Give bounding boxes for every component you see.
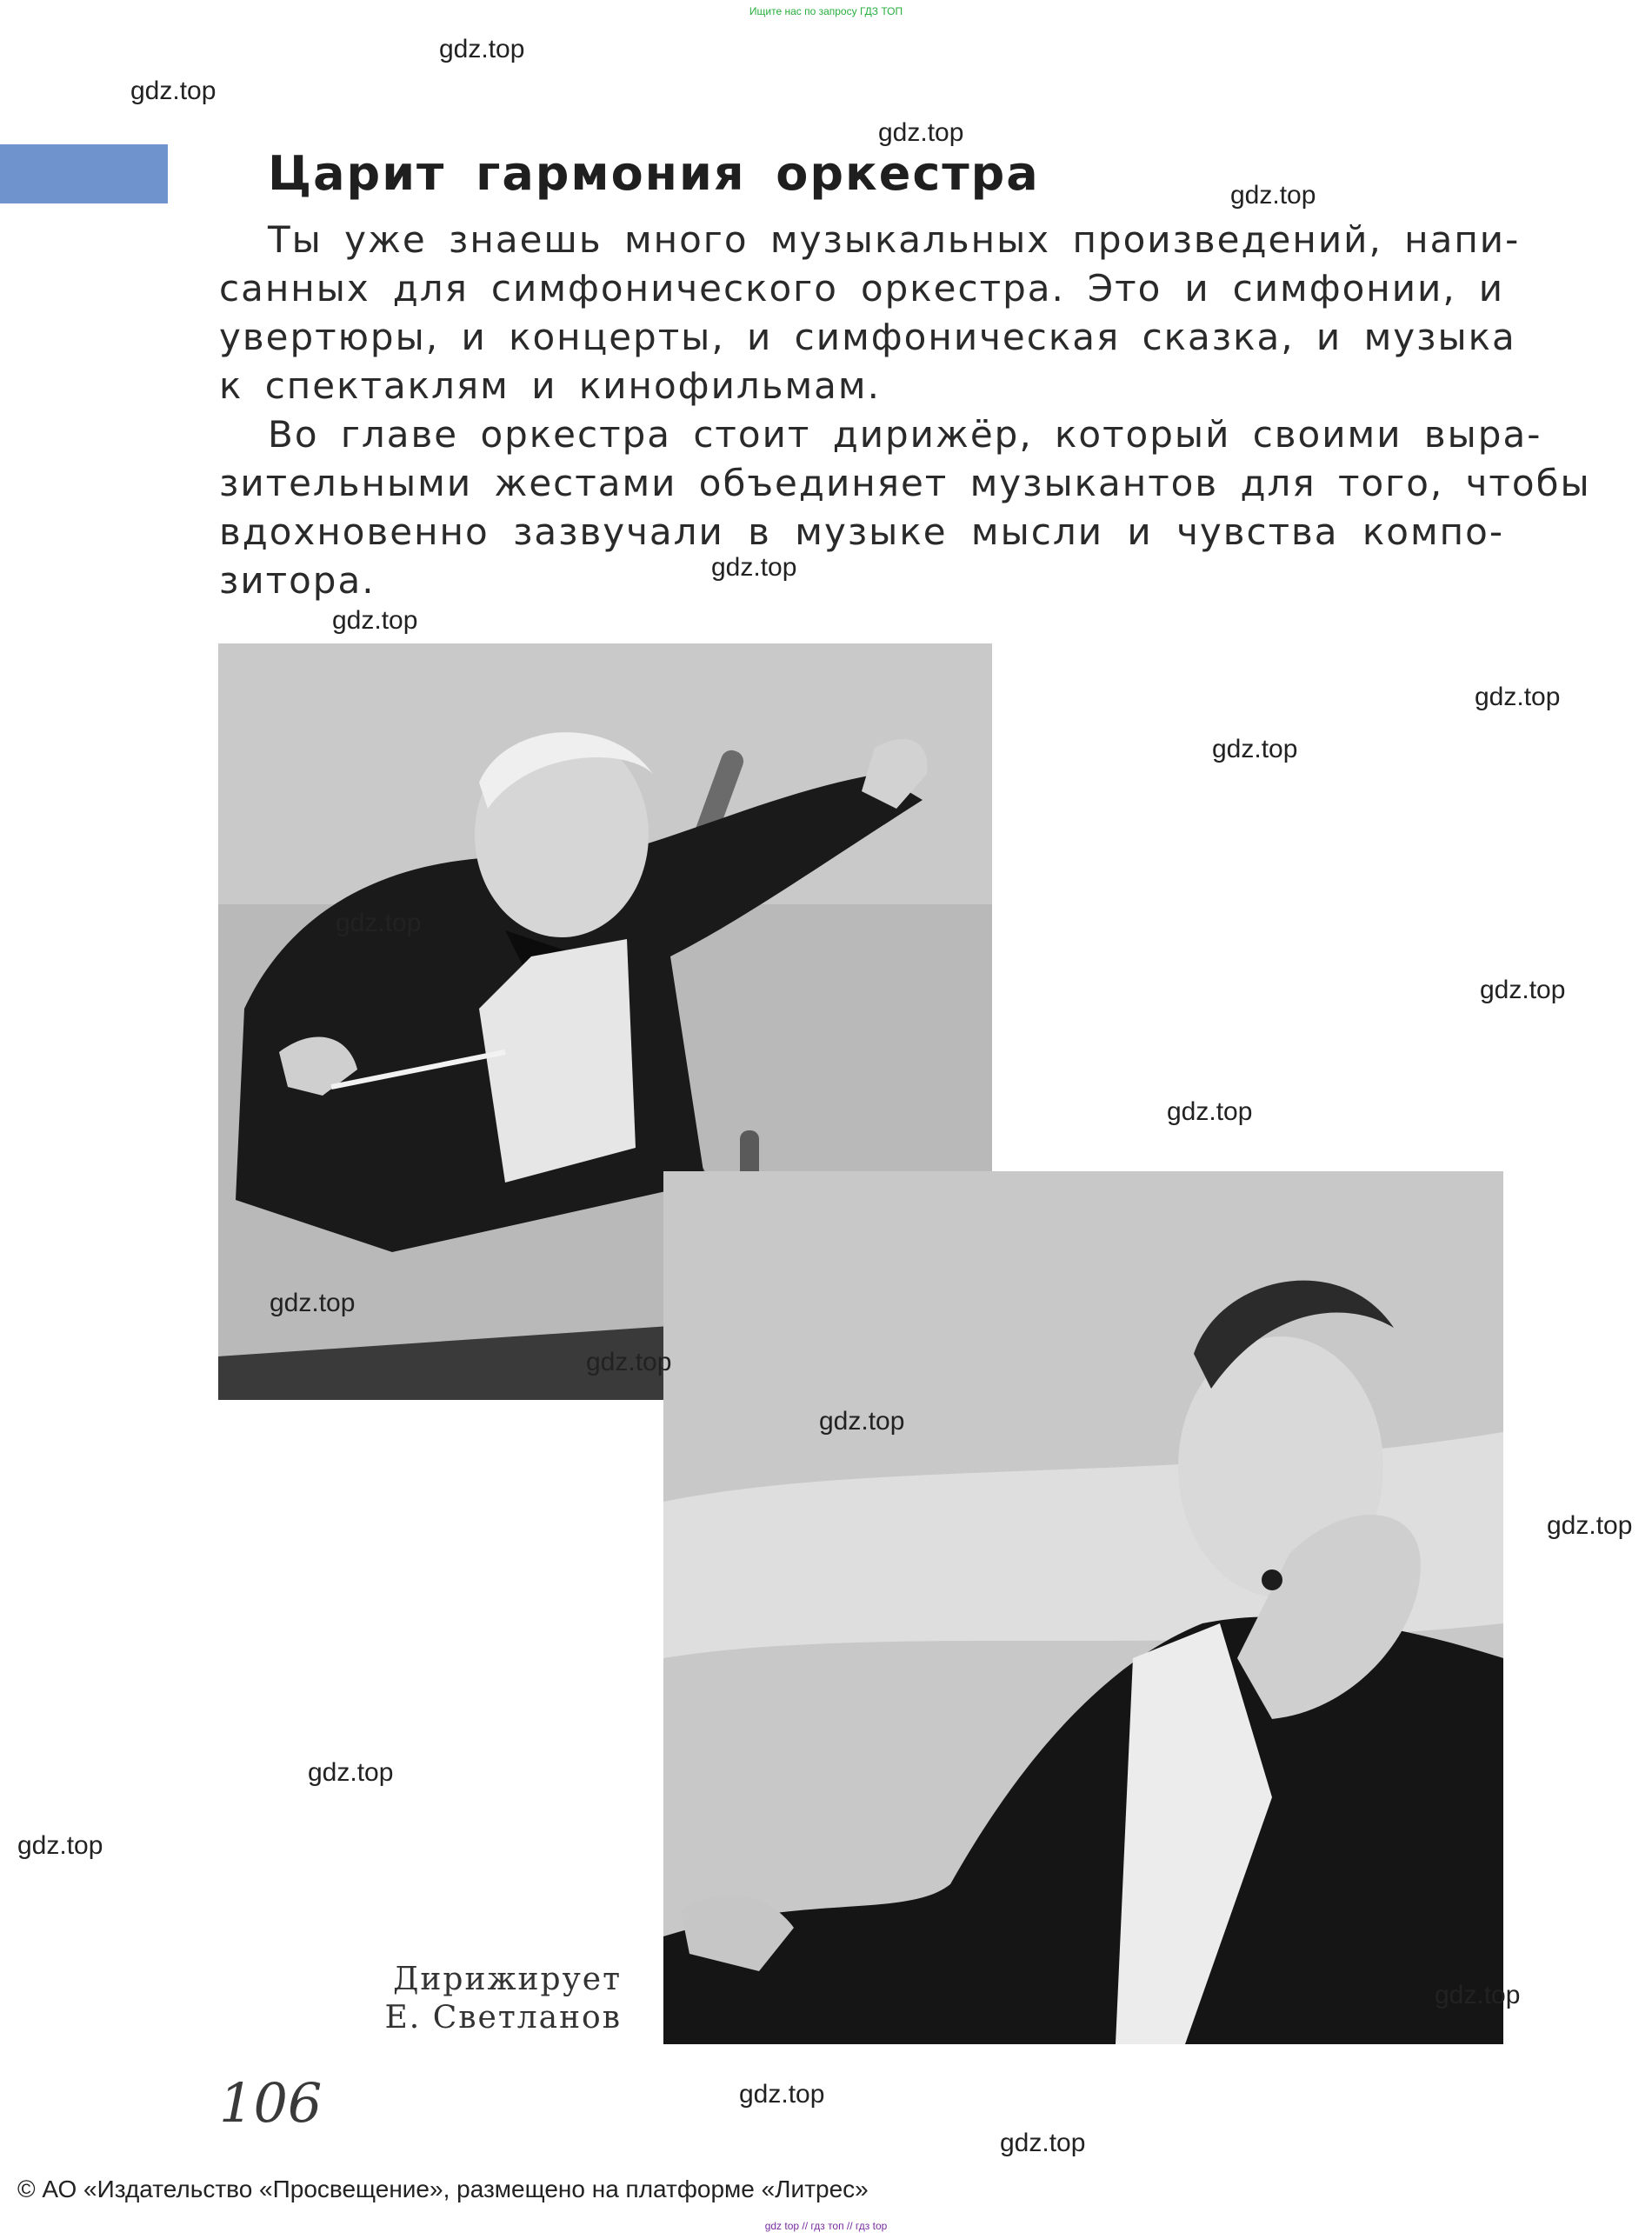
text-line: зитора.	[219, 559, 376, 602]
watermark: gdz.top	[130, 77, 216, 105]
text-line: вдохновенно зазвучали в музыке мысли и чувства компо-	[219, 510, 1504, 553]
watermark: gdz.top	[1167, 1097, 1253, 1126]
text-line: Во главе оркестра стоит дирижёр, который своими выра-	[268, 413, 1542, 456]
body-text	[219, 216, 1591, 605]
text-line: зительными жестами объединяет музыкантов для того, чтобы	[219, 462, 1591, 504]
top-notice: Ищите нас по запросу ГДЗ ТОП	[749, 5, 903, 17]
section-title: Царит гармония оркестра	[268, 146, 1040, 201]
watermark: gdz.top	[1547, 1511, 1633, 1540]
watermark: gdz.top	[1230, 181, 1316, 210]
text-line: санных для симфонического оркестра. Это и симфонии, и	[219, 267, 1504, 310]
watermark: gdz.top	[336, 909, 422, 937]
watermark: gdz.top	[878, 118, 964, 147]
watermark: gdz.top	[439, 35, 525, 63]
copyright-text: © АО «Издательство «Просвещение», размещено на платформе «Литрес»	[17, 2176, 869, 2202]
watermark: gdz.top	[17, 1831, 103, 1860]
text-line: увертюры, и концерты, и симфоническая сказка, и музыка	[219, 316, 1516, 358]
watermark: gdz.top	[1480, 976, 1566, 1004]
page-number: 106	[219, 2071, 323, 2135]
footer-links[interactable]: gdz top // гдз топ // гдз top	[764, 2220, 888, 2232]
watermark: gdz.top	[819, 1407, 905, 1436]
section-accent-tab	[0, 144, 168, 203]
photo-caption	[330, 1961, 622, 2037]
watermark: gdz.top	[1475, 683, 1561, 711]
watermark: gdz.top	[1212, 735, 1298, 763]
caption-line: Е. Светланов	[384, 2000, 622, 2036]
watermark: gdz.top	[1000, 2129, 1086, 2157]
watermark: gdz.top	[332, 606, 418, 635]
watermark: gdz.top	[308, 1758, 394, 1787]
watermark: gdz.top	[711, 553, 797, 582]
watermark: gdz.top	[739, 2080, 825, 2109]
caption-line: Дирижирует	[393, 1962, 622, 1997]
text-line: к спектаклям и кинофильмам.	[219, 364, 881, 407]
watermark: gdz.top	[1435, 1981, 1521, 2009]
watermark: gdz.top	[586, 1348, 672, 1376]
conductor-photo-2	[663, 1171, 1503, 2044]
watermark: gdz.top	[270, 1289, 356, 1317]
text-line: Ты уже знаешь много музыкальных произведений, напи-	[268, 218, 1521, 261]
